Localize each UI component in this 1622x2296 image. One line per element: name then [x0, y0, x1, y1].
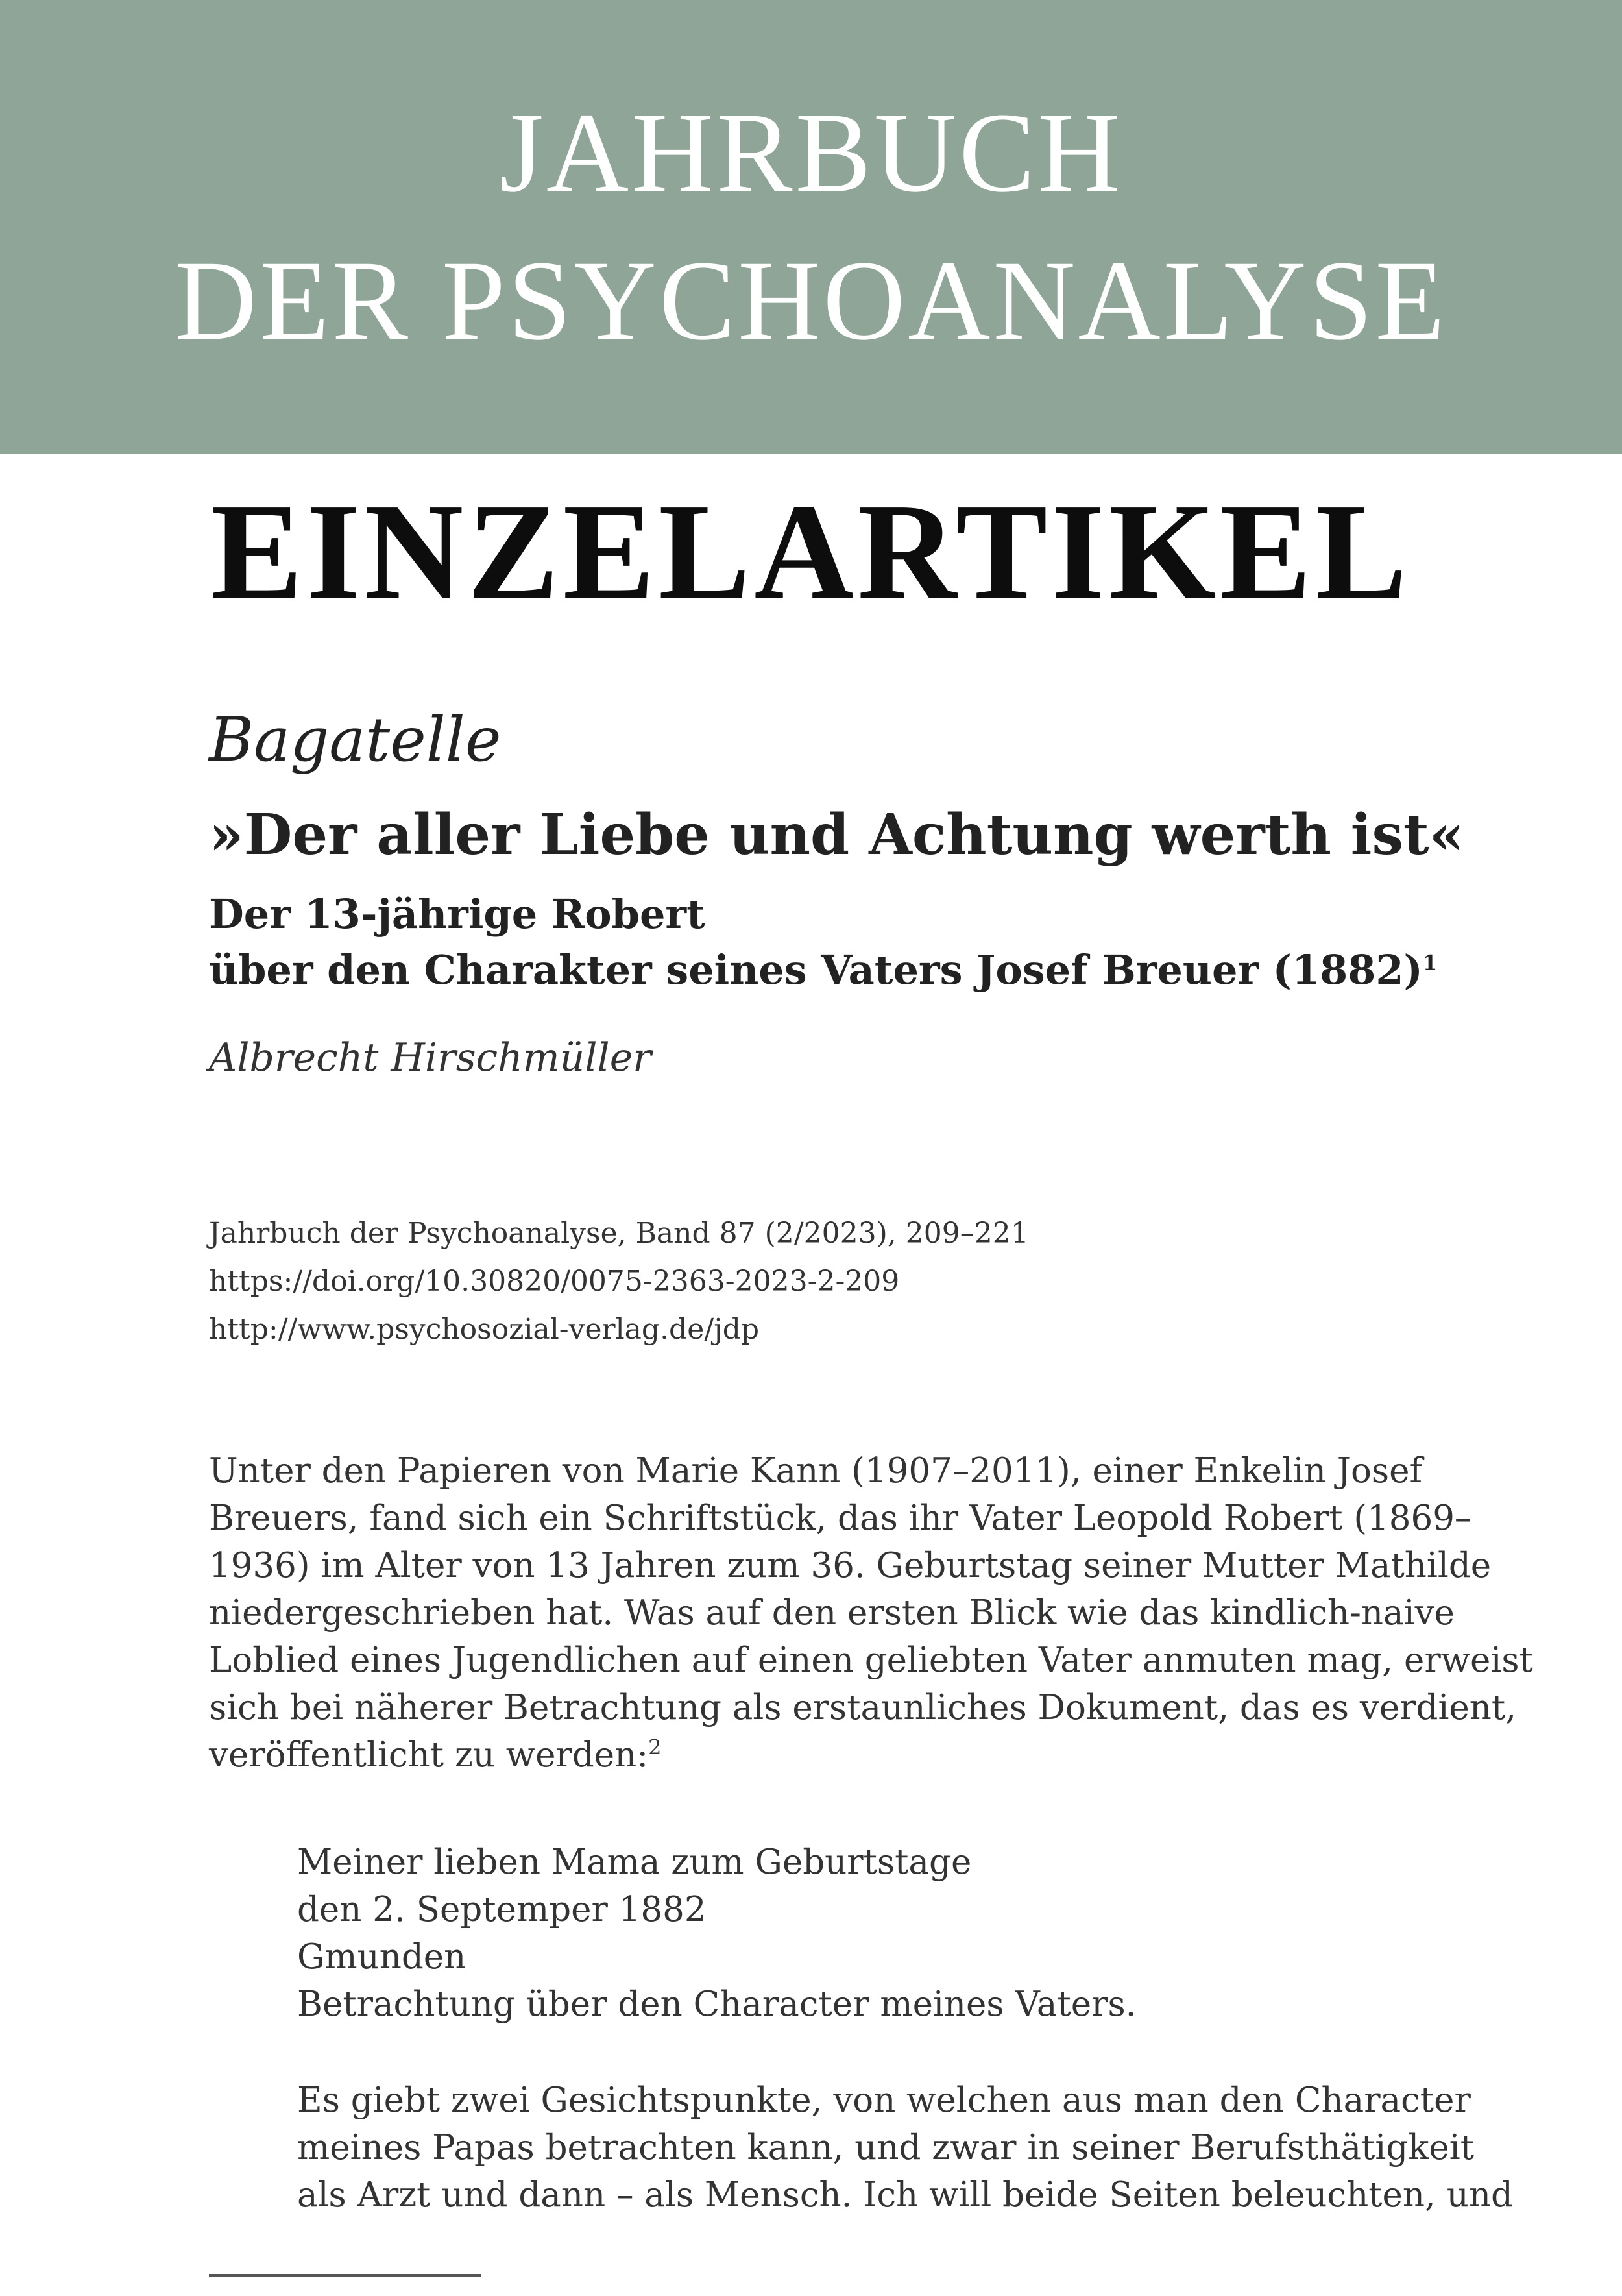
body-line: niedergeschrieben hat. Was auf den ersten Blick wie das kindlich-naive [209, 1593, 1455, 1633]
body-line: 1936) im Alter von 13 Jahren zum 36. Geburtstag seiner Mutter Mathilde [209, 1546, 1492, 1585]
body-line: Unter den Papieren von Marie Kann (1907–2011), einer Enkelin Josef [209, 1451, 1423, 1491]
quote-line: meines Papas betrachten kann, und zwar in seiner Berufsthätigkeit [297, 2128, 1475, 2168]
article-author: Albrecht Hirschmüller [209, 1035, 651, 1081]
body-line-text: veröffentlicht zu werden: [209, 1735, 649, 1775]
quote-heading-line: Betrachtung über den Character meines Vaters. [297, 1985, 1137, 2024]
article-subtitle-line-1: Der 13-jährige Robert [209, 890, 705, 938]
quote-heading-line: Gmunden [297, 1937, 466, 1977]
quote-heading [297, 1838, 1368, 2028]
quote-heading-line: den 2. Septemper 1882 [297, 1890, 707, 1929]
footnote-divider [209, 2274, 481, 2277]
body-line: Loblied eines Jugendlichen auf einen geliebten Vater anmuten mag, erweist [209, 1641, 1533, 1680]
journal-banner [0, 0, 1622, 454]
body-paragraph [209, 1447, 1533, 1779]
quote-line: als Arzt und dann – als Mensch. Ich will beide Seiten beleuchten, und [297, 2175, 1513, 2215]
article-subtitle-line-2 [209, 946, 1437, 994]
journal-url-link[interactable]: http://www.psychosozial-verlag.de/jdp [209, 1313, 760, 1346]
quote-paragraph [297, 2077, 1513, 2219]
document-type-label: EINZELARTIKEL [211, 475, 1411, 628]
journal-title-line-2: DER PSYCHOANALYSE [174, 238, 1448, 364]
subtitle-text: über den Charakter seines Vaters Josef Breuer (1882) [209, 946, 1423, 994]
citation: Jahrbuch der Psychoanalyse, Band 87 (2/2023), 209–221 [209, 1217, 1029, 1250]
body-line-last [209, 1731, 1370, 1779]
doi-link[interactable]: https://doi.org/10.30820/0075-2363-2023-2-209 [209, 1265, 900, 1298]
quote-heading-line: Meiner lieben Mama zum Geburtstage [297, 1842, 972, 1882]
body-line: Breuers, fand sich ein Schriftstück, das ihr Vater Leopold Robert (1869– [209, 1498, 1472, 1538]
article-title: »Der aller Liebe und Achtung werth ist« [209, 802, 1464, 868]
article-rubric: Bagatelle [209, 705, 502, 776]
footnote-marker-1[interactable]: 1 [1422, 950, 1438, 975]
body-line: sich bei näherer Betrachtung als erstaunliches Dokument, das es verdient, [209, 1688, 1517, 1728]
journal-title-line-1: JAHRBUCH [499, 90, 1123, 216]
footnote-marker-2[interactable]: 2 [648, 1735, 662, 1760]
quote-line: Es giebt zwei Gesichtspunkte, von welchen aus man den Character [297, 2081, 1471, 2120]
